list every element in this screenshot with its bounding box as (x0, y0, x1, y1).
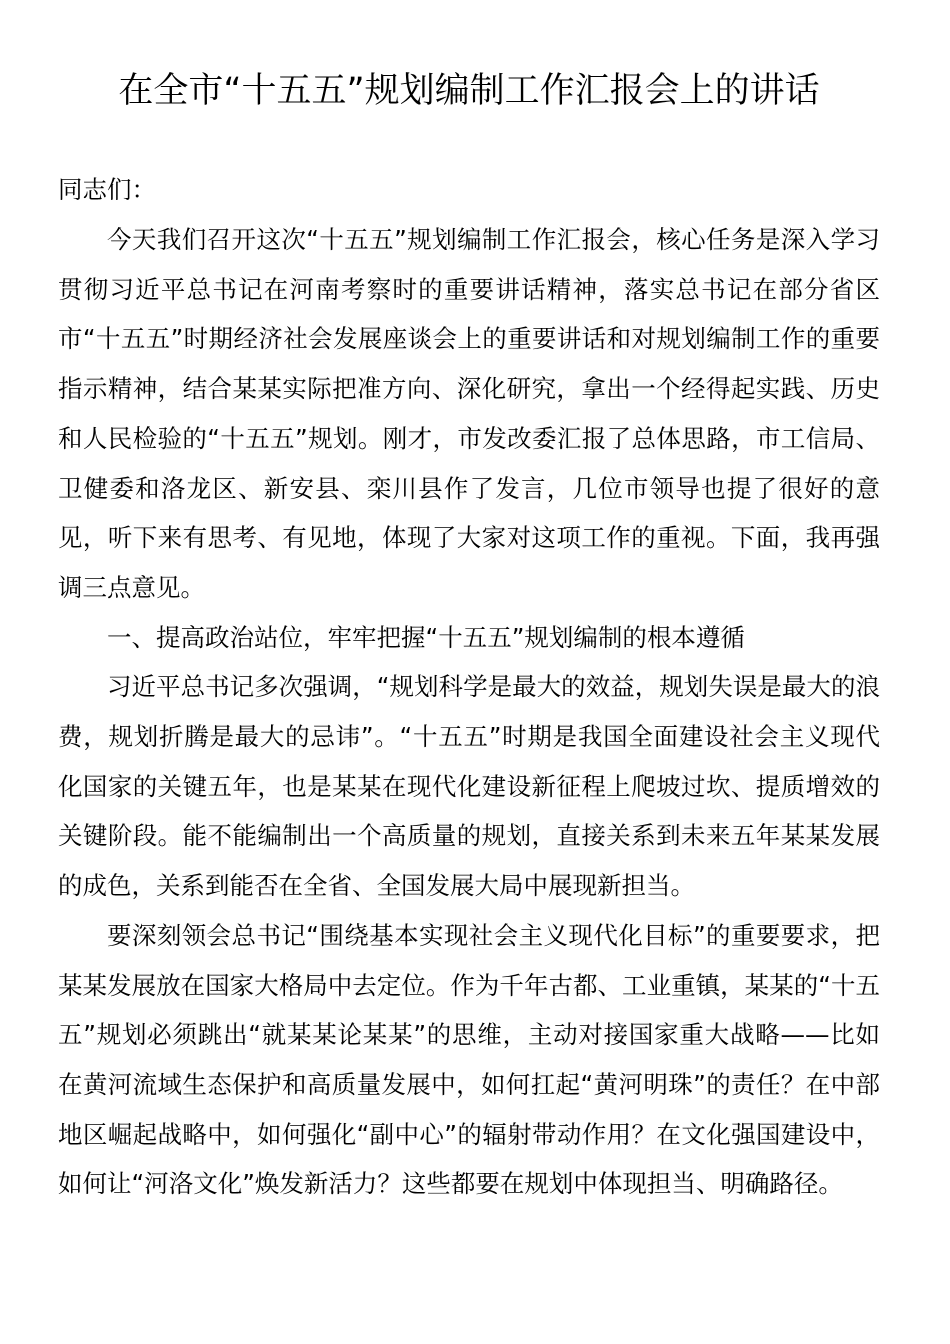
section-heading: 一、提高政治站位，牢牢把握“十五五”规划编制的根本遵循 (107, 622, 745, 652)
page-title: 在全市“十五五”规划编制工作汇报会上的讲话 (118, 71, 820, 111)
body-paragraph: 今天我们召开这次“十五五”规划编制工作汇报会，核心任务是深入学习贯彻习近平总书记在河南考察时的重要讲话精神，落实总书记在部分省区市“十五五”时期经济社会发展座谈会上的重要讲话和对规划编制工作的重要指示精神，结合某某实际把准方向、深化研究，拿出一个经得起实践、历史和人民检验的“十五五”规划。刚才，市发改委汇报了总体思路，市工信局、卫健委和洛龙区、新安县、栾川县作了发言，几位市领导也提了很好的意见，听下来有思考、有见地，体现了大家对这项工作的重视。下面，我再强调三点意见。 (58, 225, 880, 602)
body-paragraph: 要深刻领会总书记“围绕基本实现社会主义现代化目标”的重要要求，把某某发展放在国家大格局中去定位。作为千年古都、工业重镇，某某的“十五五”规划必须跳出“就某某论某某”的思维，主动对接国家重大战略——比如在黄河流域生态保护和高质量发展中，如何扛起“黄河明珠”的责任？在中部地区崛起战略中，如何强化“副中心”的辐射带动作用？在文化强国建设中，如何让“河洛文化”焕发新活力？这些都要在规划中体现担当、明确路径。 (58, 920, 880, 1199)
salutation: 同志们： (58, 175, 156, 204)
body-paragraph: 习近平总书记多次强调，“规划科学是最大的效益，规划失误是最大的浪费，规划折腾是最大的忌讳”。“十五五”时期是我国全面建设社会主义现代化国家的关键五年，也是某某在现代化建设新征程上爬坡过坎、提质增效的关键阶段。能不能编制出一个高质量的规划，直接关系到未来五年某某发展的成色，关系到能否在全省、全国发展大局中展现新担当。 (58, 672, 880, 901)
